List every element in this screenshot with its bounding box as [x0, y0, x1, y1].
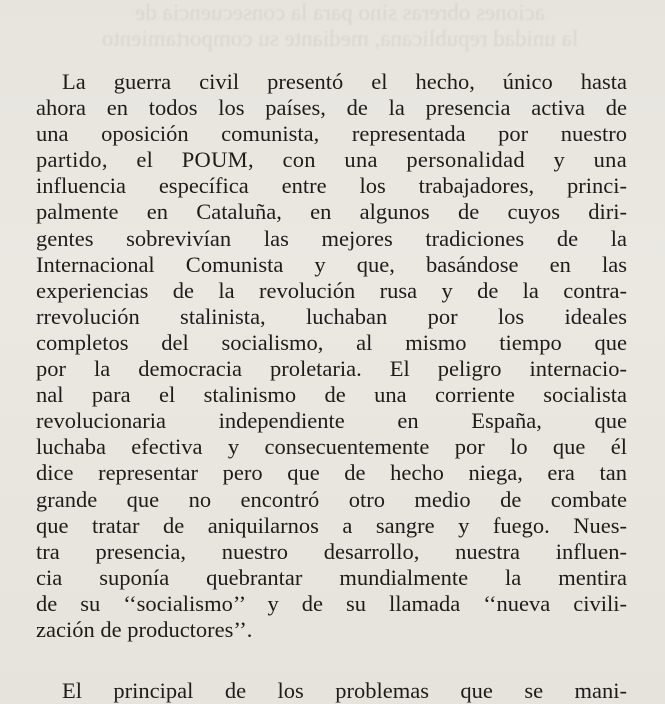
text-line: experiencias de la revolución rusa y de la contra- — [36, 277, 627, 303]
text-line: rrevolución stalinista, luchaban por los ideales — [36, 303, 627, 329]
text-line: revolucionaria independiente en España, que — [36, 408, 627, 434]
text-line: ahora en todos los países, de la presencia activa de — [36, 95, 627, 121]
bleed-line: aciones obreras sino para la consecuencia de — [135, 0, 545, 25]
text-line: una oposición comunista, representada por nuestro — [36, 121, 627, 147]
text-line: influencia específica entre los trabajadores, princi- — [36, 173, 627, 199]
text-line: cia suponía quebrantar mundialmente la mentira — [36, 564, 627, 590]
text-line: Internacional Comunista y que, basándose en las — [36, 251, 627, 277]
text-line: grande que no encontró otro medio de combate — [36, 486, 627, 512]
text-line: tra presencia, nuestro desarrollo, nuestra influen- — [36, 538, 627, 564]
body-paragraph — [36, 69, 627, 643]
text-line: por la democracia proletaria. El peligro internacio- — [36, 356, 627, 382]
text-line: de su ‘‘socialismo’’ y de su llamada ‘‘nueva civili- — [36, 590, 627, 616]
text-line: completos del socialismo, al mismo tiempo que — [36, 329, 627, 355]
text-line: gentes sobrevivían las mejores tradiciones de la — [36, 225, 627, 251]
text-line: partido, el POUM, con una personalidad y una — [36, 147, 627, 173]
text-line: palmente en Cataluña, en algunos de cuyos diri- — [36, 199, 627, 225]
bleed-line: la unidad republicana, mediante su comportamiento — [101, 26, 579, 51]
text-line: zación de productores’’. — [36, 616, 253, 642]
text-line: dice representar pero que de hecho niega, era tan — [36, 460, 627, 486]
text-line: nal para el stalinismo de una corriente socialista — [36, 382, 627, 408]
text-line: luchaba efectiva y consecuentemente por lo que él — [36, 434, 627, 460]
text-line: que tratar de aniquilarnos a sangre y fuego. Nues- — [36, 512, 627, 538]
text-line: La guerra civil presentó el hecho, único hasta — [62, 69, 627, 94]
next-paragraph-cutoff: El principal de los problemas que se mani- — [62, 678, 627, 703]
bleed-through-text — [40, 0, 640, 58]
